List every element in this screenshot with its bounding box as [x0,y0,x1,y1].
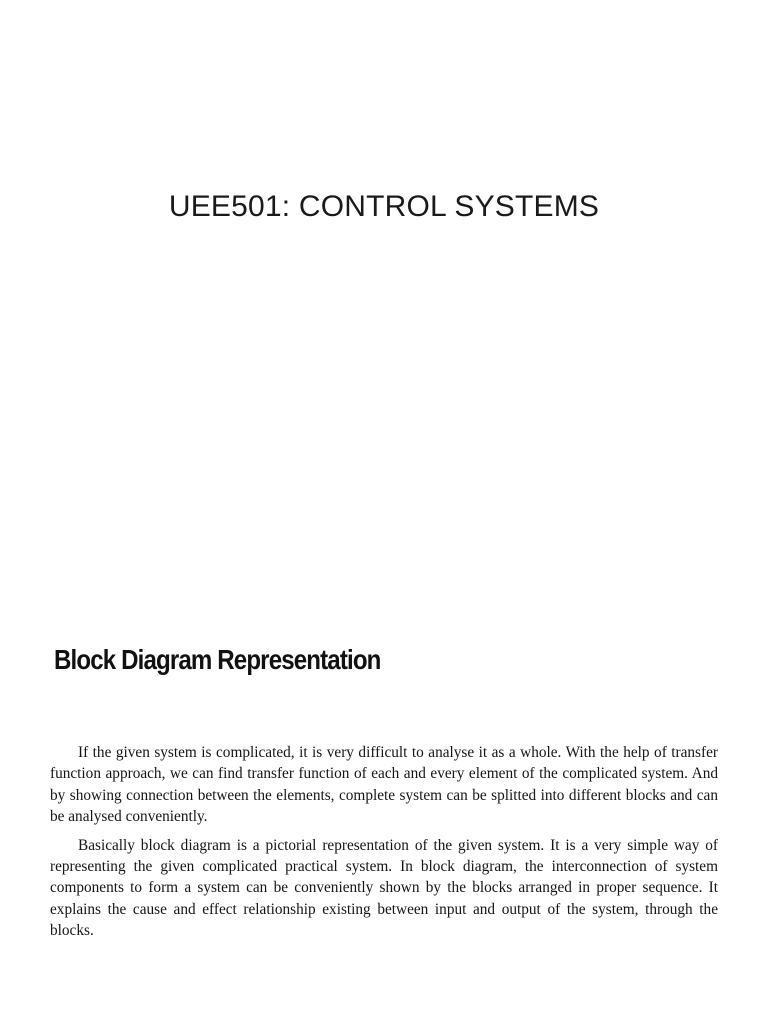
paragraph-2: Basically block diagram is a pictorial representation of the given system. It is a very simple way of representing the given complicated practical system. In block diagram, the interconnection of system components to form a system can be conveniently shown by the blocks arranged in proper sequence. It explains the cause and effect relationship existing between input and output of the system, through the blocks. [50,836,718,940]
section-heading: Block Diagram Representation [54,644,381,675]
section-body [50,742,718,949]
course-title: UEE501: CONTROL SYSTEMS [168,190,600,223]
paragraph-1: If the given system is complicated, it is very difficult to analyse it as a whole. With the help of transfer function approach, we can find transfer function of each and every element of the complicated system. And by showing connection between the elements, complete system can be splitted into different blocks and can be analysed conveniently. [50,744,718,826]
